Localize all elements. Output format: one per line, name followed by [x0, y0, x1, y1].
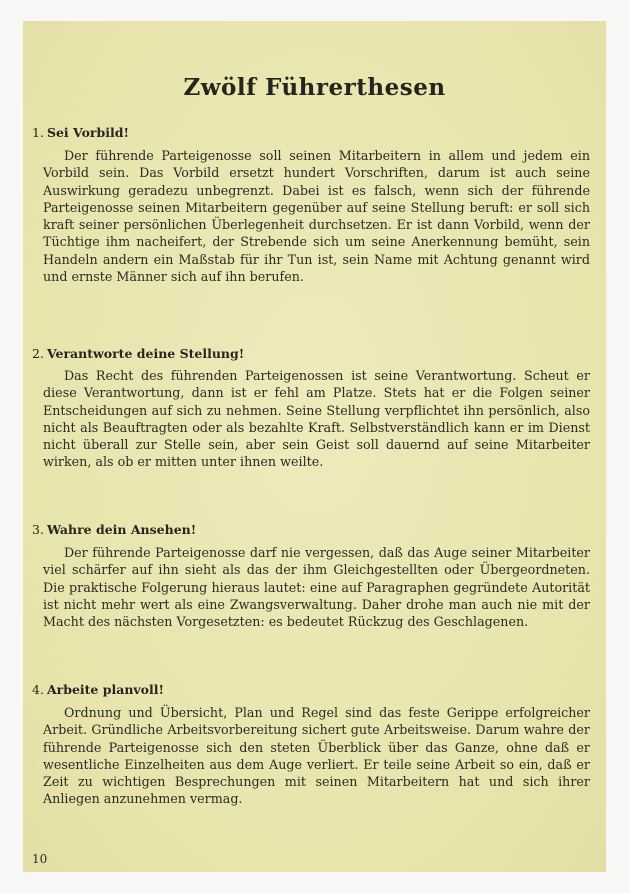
page-title: Zwölf Führerthesen: [183, 74, 446, 101]
section-heading: [32, 682, 164, 697]
section-title: Wahre dein Ansehen!: [46, 522, 197, 537]
section-title: Arbeite planvoll!: [46, 682, 165, 697]
section-title: Verantworte deine Stellung!: [46, 346, 245, 361]
section-number: 4.: [32, 682, 44, 697]
section-text: Der führende Parteigenosse darf nie vergessen, daß das Auge seiner Mitarbeiter viel schärfer auf ihn sieht als das der ihm Gleichgestellten oder Übergeordneten. Die praktische Folgerung hieraus lautet: eine auf Paragraphen gegründete Autorität ist nicht mehr wert als eine Zwangsverwaltung. Daher drohe man auch nie mit der Macht des nächsten Vorgesetzten: es bedeutet Rückzug des Geschlagenen.: [43, 545, 590, 630]
section-text: Ordnung und Übersicht, Plan und Regel sind das feste Gerippe erfolgreicher Arbeit. Gründliche Arbeitsvorbereitung sichert gute Arbeitsweise. Darum wahre der führende Parteigenosse sich den steten Überblick über das Ganze, ohne daß er wesentliche Einzelheiten aus dem Auge verliert. Er teile seine Arbeit so ein, daß er Zeit zu wichtigen Besprechungen mit seinen Mitarbeitern hat und sich ihrer Anliegen anzunehmen vermag.: [43, 705, 590, 807]
section-heading: [32, 125, 129, 140]
section-number: 1.: [32, 125, 44, 140]
section-text: Das Recht des führenden Parteigenossen ist seine Verantwortung. Scheut er diese Verantwortung, dann ist er fehl am Platze. Stets hat er die Folgen seiner Entscheidungen auf sich zu nehmen. Seine Stellung verpflichtet ihn persönlich, also nicht als Beauftragten oder als bezahlte Kraft. Selbstverständlich kann er im Dienst nicht überall zur Stelle sein, aber sein Geist soll dauernd auf seine Mitarbeiter wirken, als ob er mitten unter ihnen weilte.: [43, 368, 590, 470]
book-page: [23, 21, 606, 872]
section-number: 2.: [32, 346, 44, 361]
section-number: 3.: [32, 522, 44, 537]
section-title: Sei Vorbild!: [46, 125, 129, 140]
page-number: 10: [32, 852, 48, 866]
section-text: Der führende Parteigenosse soll seinen Mitarbeitern in allem und jedem ein Vorbild sein. Das Vorbild ersetzt hundert Vorschriften, darum ist auch seine Auswirkung geradezu unbegrenzt. Dabei ist es falsch, wenn sich der führende Parteigenosse seinen Mitarbeitern gegenüber auf seine Stellung beruft: er soll sich kraft seiner persönlichen Überlegenheit durchsetzen. Er ist dann Vorbild, wenn der Tüchtige ihm nacheifert, der Strebende sich um seine Anerkennung bemüht, sein Handeln andern ein Maßstab für ihr Tun ist, sein Name mit Achtung genannt wird und ernste Männer sich auf ihn berufen.: [43, 148, 590, 285]
section-heading: [32, 522, 196, 537]
section-heading: [32, 346, 244, 361]
